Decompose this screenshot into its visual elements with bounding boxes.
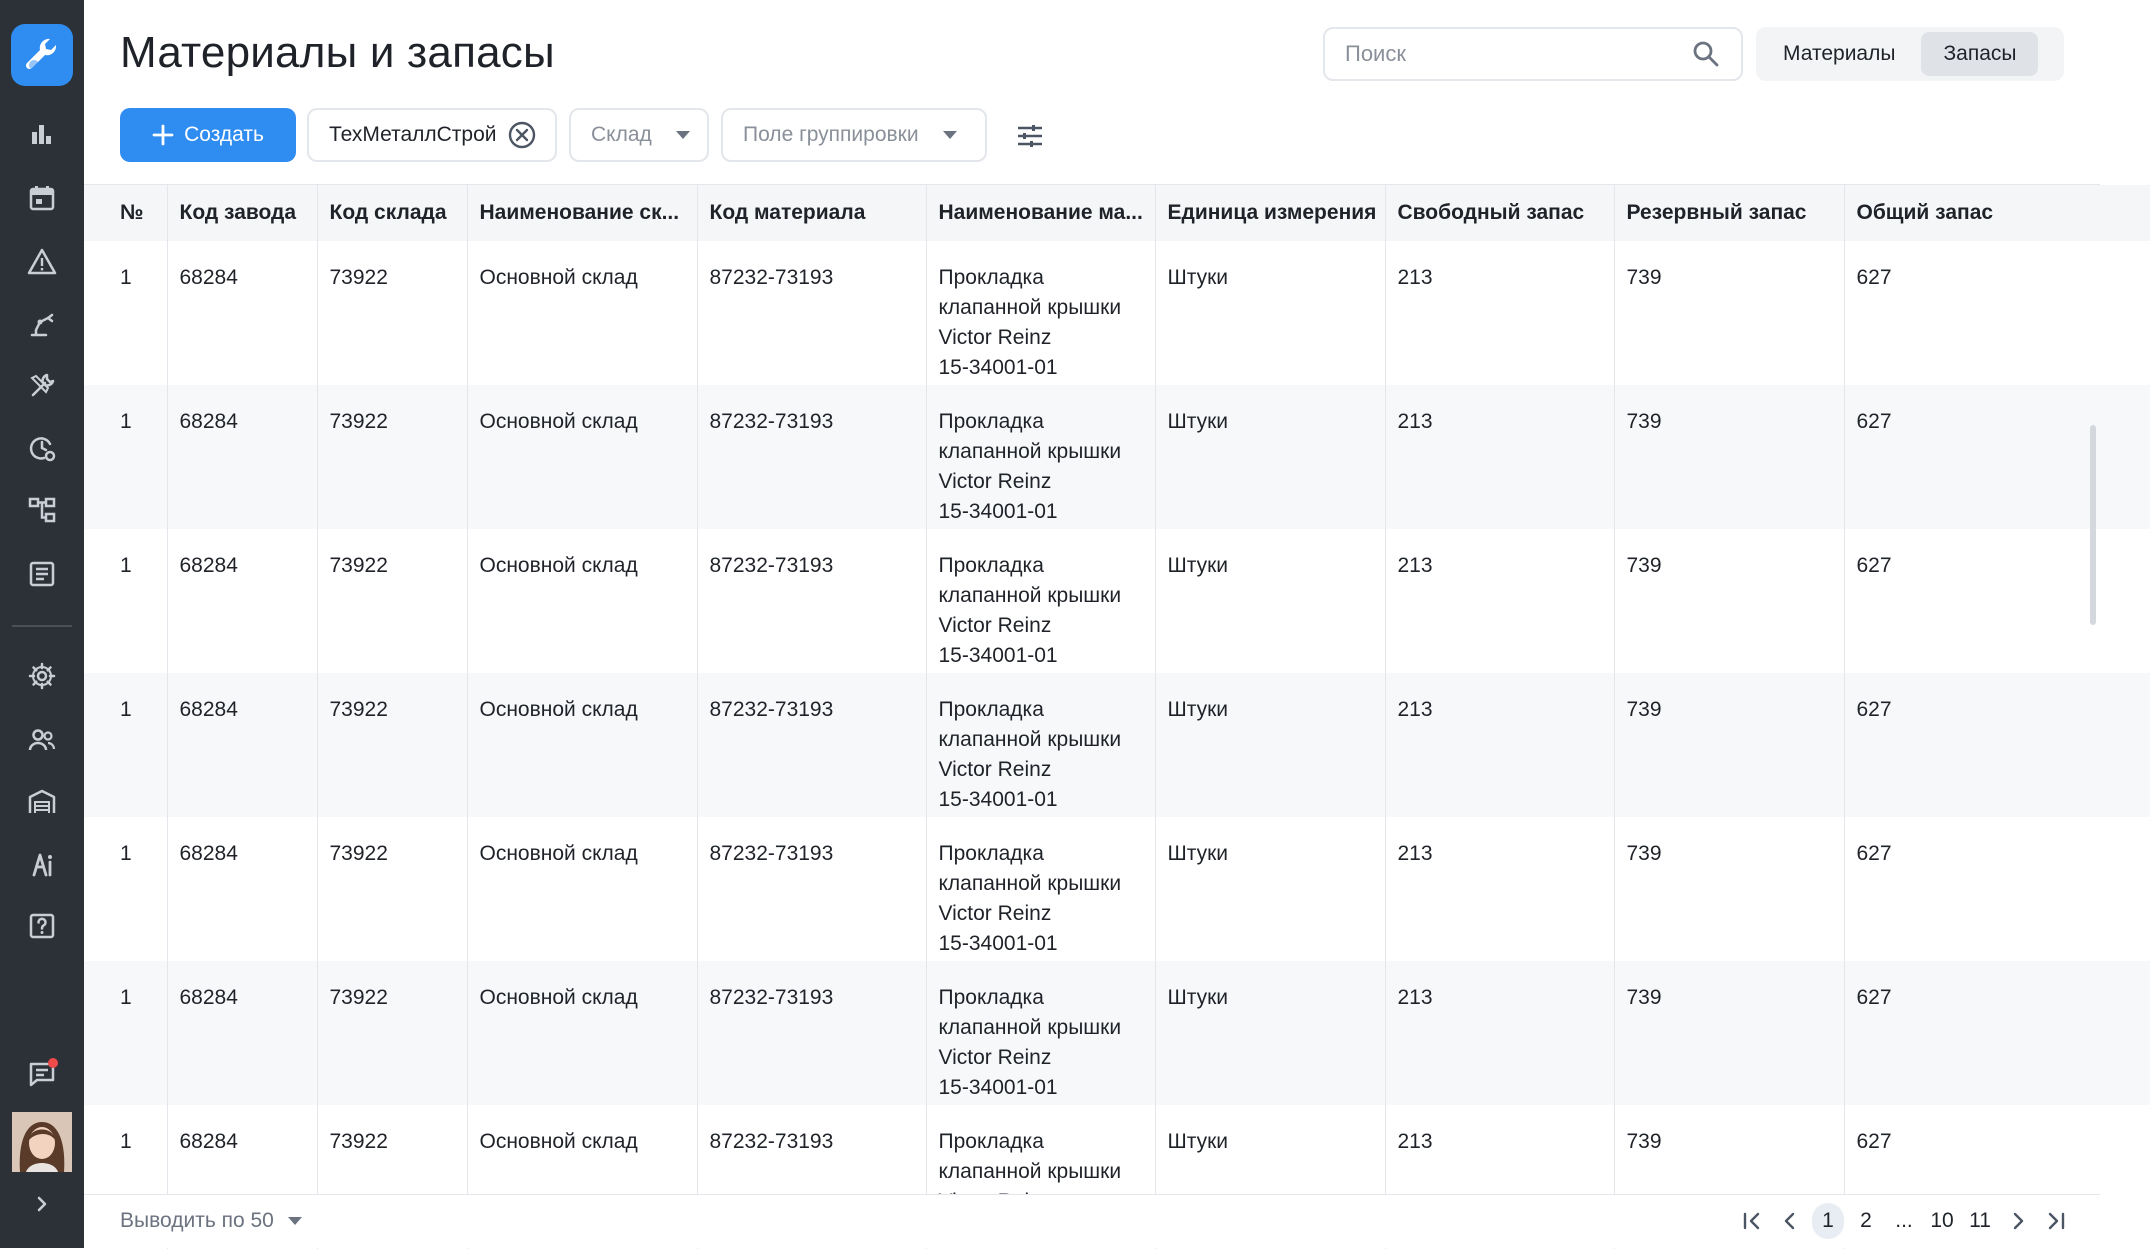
calendar-icon — [26, 182, 58, 214]
table-row[interactable] — [84, 673, 2150, 817]
warehouse-code-cell: 73922 — [317, 961, 467, 1105]
table-row[interactable] — [84, 817, 2150, 961]
search-icon[interactable] — [1691, 39, 1721, 69]
grouping-select-label: Поле группировки — [743, 123, 919, 146]
sidebar-item-alerts[interactable] — [18, 238, 66, 286]
plant-code-cell: 68284 — [167, 385, 317, 529]
warehouse-name-cell: Основной склад — [467, 529, 697, 673]
column-header[interactable]: Наименование ма... — [926, 185, 1155, 241]
unit-cell: Штуки — [1155, 673, 1385, 817]
material-code-cell: 87232-73193 — [697, 385, 926, 529]
warehouse-select[interactable] — [569, 108, 709, 162]
page-button-11[interactable]: 11 — [1969, 1209, 1991, 1232]
view-toggle — [1756, 27, 2064, 81]
sidebar-item-maintenance[interactable] — [18, 424, 66, 472]
sidebar-item-calendar[interactable] — [18, 174, 66, 222]
accessibility-icon — [26, 848, 58, 880]
material-name-line: 15-34001-01 — [938, 500, 1058, 523]
prev-page-button[interactable] — [1774, 1203, 1806, 1239]
material-name-line: клапанной крышки — [938, 1016, 1122, 1039]
plant-code-cell: 68284 — [167, 529, 317, 673]
unit-cell: Штуки — [1155, 385, 1385, 529]
page-title: Материалы и запасы — [120, 28, 555, 77]
pagination — [1736, 1203, 2072, 1239]
reserve-stock-cell: 739 — [1614, 673, 1844, 817]
create-button-label: Создать — [184, 123, 264, 146]
per-page-label: Выводить по 50 — [120, 1209, 274, 1232]
dashboard-icon — [26, 118, 58, 150]
warehouse-select-label: Склад — [591, 123, 652, 146]
total-stock-cell: 627 — [1856, 554, 1892, 577]
notification-dot — [48, 1058, 58, 1068]
warehouse-name-cell: Основной склад — [467, 385, 697, 529]
sidebar-expand-button[interactable] — [18, 1180, 66, 1228]
warehouse-name-cell: Основной склад — [467, 241, 697, 385]
tools-icon — [26, 370, 58, 402]
unit-cell: Штуки — [1155, 529, 1385, 673]
table-row[interactable] — [84, 961, 2150, 1105]
sidebar — [0, 0, 84, 1248]
sidebar-item-settings[interactable] — [18, 652, 66, 700]
first-page-icon — [1739, 1208, 1765, 1234]
plant-code-cell: 68284 — [167, 1105, 317, 1249]
chevron-down-icon — [943, 131, 957, 139]
row-number-cell: 1 — [84, 529, 167, 673]
sidebar-item-dashboard[interactable] — [18, 110, 66, 158]
page-button-10[interactable]: 10 — [1930, 1209, 1954, 1232]
reserve-stock-cell: 739 — [1614, 961, 1844, 1105]
material-name-line: Прокладка — [938, 986, 1044, 1009]
column-header[interactable]: Общий запас — [1844, 185, 2150, 241]
sidebar-item-structure[interactable] — [18, 486, 66, 534]
page-button-2[interactable]: 2 — [1860, 1209, 1872, 1232]
sidebar-item-equipment[interactable] — [18, 300, 66, 348]
hierarchy-icon — [26, 494, 58, 526]
plant-code-cell: 68284 — [167, 241, 317, 385]
material-code-cell: 87232-73193 — [697, 529, 926, 673]
sidebar-item-warehouse[interactable] — [18, 778, 66, 826]
material-name-line: клапанной крышки — [938, 440, 1122, 463]
warehouse-code-cell: 73922 — [317, 817, 467, 961]
row-number-cell: 1 — [84, 1105, 167, 1249]
total-stock-cell: 627 — [1856, 1130, 1892, 1153]
last-page-icon — [2043, 1208, 2069, 1234]
reserve-stock-cell: 739 — [1614, 817, 1844, 961]
plant-code-cell: 68284 — [167, 673, 317, 817]
material-name-line: Victor Reinz — [938, 470, 1052, 493]
sidebar-item-chat[interactable] — [18, 1050, 66, 1098]
material-code-cell: 87232-73193 — [697, 241, 926, 385]
last-page-button[interactable] — [2040, 1203, 2072, 1239]
chevron-right-icon — [26, 1188, 58, 1220]
material-code-cell: 87232-73193 — [697, 673, 926, 817]
material-name-cell — [926, 673, 1155, 817]
chevron-down-icon — [676, 131, 690, 139]
chevron-left-icon — [1777, 1208, 1803, 1234]
material-name-line: 15-34001-01 — [938, 932, 1058, 955]
material-name-cell — [926, 241, 1155, 385]
robot-arm-icon — [26, 308, 58, 340]
material-name-line: Victor Reinz — [938, 326, 1052, 349]
column-header[interactable]: Код материала — [697, 185, 926, 241]
search-input[interactable] — [1345, 41, 1691, 67]
material-name-line: 15-34001-01 — [938, 356, 1058, 379]
material-name-line: Прокладка — [938, 1130, 1044, 1153]
warehouse-icon — [26, 786, 58, 818]
material-code-cell: 87232-73193 — [697, 961, 926, 1105]
material-name-line: 15-34001-01 — [938, 788, 1058, 811]
free-stock-cell: 213 — [1385, 529, 1614, 673]
settings-icon — [26, 660, 58, 692]
table-row[interactable] — [84, 385, 2150, 529]
stock-table-container — [84, 184, 2100, 1194]
sidebar-item-users[interactable] — [18, 716, 66, 764]
grouping-select[interactable] — [721, 108, 987, 162]
material-code-cell: 87232-73193 — [697, 817, 926, 961]
material-name-line: клапанной крышки — [938, 728, 1122, 751]
stock-table — [84, 185, 2150, 1249]
reserve-stock-cell: 739 — [1614, 529, 1844, 673]
material-name-line: Прокладка — [938, 554, 1044, 577]
row-number-cell: 1 — [84, 961, 167, 1105]
column-settings-button[interactable] — [1010, 116, 1050, 156]
unit-cell: Штуки — [1155, 241, 1385, 385]
material-name-cell — [926, 385, 1155, 529]
free-stock-cell: 213 — [1385, 241, 1614, 385]
material-name-cell — [926, 961, 1155, 1105]
total-stock-cell: 627 — [1844, 385, 2150, 529]
sidebar-item-accessibility[interactable] — [18, 840, 66, 888]
search-box[interactable] — [1323, 27, 1743, 81]
material-name-cell — [926, 529, 1155, 673]
total-stock-cell: 627 — [1856, 842, 1892, 865]
warehouse-code-cell: 73922 — [317, 529, 467, 673]
sidebar-item-help[interactable] — [18, 902, 66, 950]
app-logo[interactable] — [11, 24, 73, 86]
table-footer — [84, 1194, 2100, 1248]
toggle-materials[interactable]: Материалы — [1783, 42, 1896, 65]
material-name-line: клапанной крышки — [938, 872, 1122, 895]
page-ellipsis: ... — [1895, 1209, 1913, 1232]
help-icon — [26, 910, 58, 942]
column-header[interactable]: Резервный запас — [1614, 185, 1844, 241]
sidebar-item-documents[interactable] — [18, 550, 66, 598]
free-stock-cell: 213 — [1385, 673, 1614, 817]
reserve-stock-cell: 739 — [1614, 1105, 1844, 1249]
sidebar-divider — [12, 625, 72, 627]
first-page-button[interactable] — [1736, 1203, 1768, 1239]
material-name-line: Прокладка — [938, 842, 1044, 865]
next-page-button[interactable] — [2002, 1203, 2034, 1239]
column-header[interactable]: № — [84, 185, 167, 241]
material-name-line: 15-34001-01 — [938, 644, 1058, 667]
material-name-line: клапанной крышки — [938, 584, 1122, 607]
warehouse-name-cell: Основной склад — [467, 673, 697, 817]
row-number-cell: 1 — [84, 817, 167, 961]
warehouse-name-cell: Основной склад — [467, 961, 697, 1105]
company-filter-chip[interactable] — [307, 108, 557, 162]
free-stock-cell: 213 — [1385, 385, 1614, 529]
plus-icon — [152, 124, 174, 146]
material-name-line: клапанной крышки — [938, 296, 1122, 319]
toggle-stocks[interactable]: Запасы — [1921, 32, 2038, 76]
free-stock-cell: 213 — [1385, 961, 1614, 1105]
wrench-logo-icon — [20, 33, 64, 77]
plant-code-cell: 68284 — [167, 961, 317, 1105]
per-page-select[interactable] — [120, 1209, 302, 1233]
column-header[interactable]: Наименование ск... — [467, 185, 697, 241]
maintenance-cycle-icon — [26, 432, 58, 464]
column-header[interactable]: Код завода — [167, 185, 317, 241]
material-name-line: Прокладка — [938, 410, 1044, 433]
free-stock-cell: 213 — [1385, 1105, 1614, 1249]
material-name-line: Прокладка — [938, 266, 1044, 289]
clear-circle-icon[interactable] — [507, 120, 537, 150]
create-button[interactable] — [120, 108, 296, 162]
warning-icon — [26, 246, 58, 278]
material-name-line: клапанной крышки — [938, 1160, 1122, 1183]
row-number-cell: 1 — [84, 241, 167, 385]
material-name-line: Victor Reinz — [938, 902, 1052, 925]
unit-cell: Штуки — [1155, 817, 1385, 961]
table-row[interactable] — [84, 241, 2150, 385]
warehouse-code-cell: 73922 — [317, 241, 467, 385]
reserve-stock-cell: 739 — [1614, 241, 1844, 385]
row-number-cell: 1 — [84, 673, 167, 817]
company-filter-label: ТехМеталлСтрой — [329, 123, 497, 146]
total-stock-cell: 627 — [1856, 266, 1892, 289]
table-row[interactable] — [84, 529, 2150, 673]
plant-code-cell: 68284 — [167, 817, 317, 961]
unit-cell: Штуки — [1155, 961, 1385, 1105]
free-stock-cell: 213 — [1385, 817, 1614, 961]
sidebar-item-repairs[interactable] — [18, 362, 66, 410]
material-code-cell: 87232-73193 — [697, 1105, 926, 1249]
material-name-line: 15-34001-01 — [938, 1076, 1058, 1099]
user-avatar[interactable] — [12, 1112, 72, 1172]
avatar-image — [12, 1112, 72, 1172]
material-name-cell — [926, 817, 1155, 961]
row-number-cell: 1 — [84, 385, 167, 529]
column-header[interactable]: Код склада — [317, 185, 467, 241]
chevron-right-icon — [2005, 1208, 2031, 1234]
material-name-line: Прокладка — [938, 698, 1044, 721]
table-scrollbar[interactable] — [2090, 425, 2096, 625]
chevron-down-icon — [288, 1217, 302, 1225]
table-header-row — [84, 185, 2150, 241]
warehouse-code-cell: 73922 — [317, 673, 467, 817]
unit-cell: Штуки — [1155, 1105, 1385, 1249]
users-icon — [26, 724, 58, 756]
warehouse-code-cell: 73922 — [317, 1105, 467, 1249]
sliders-icon — [1014, 120, 1046, 152]
material-name-line: Victor Reinz — [938, 1046, 1052, 1069]
warehouse-code-cell: 73922 — [317, 385, 467, 529]
total-stock-cell: 627 — [1844, 961, 2150, 1105]
material-name-line: Victor Reinz — [938, 614, 1052, 637]
document-list-icon — [26, 558, 58, 590]
material-name-line: Victor Reinz — [938, 758, 1052, 781]
warehouse-name-cell: Основной склад — [467, 817, 697, 961]
reserve-stock-cell: 739 — [1614, 385, 1844, 529]
column-header[interactable]: Единица измерения — [1155, 185, 1385, 241]
column-header[interactable]: Свободный запас — [1385, 185, 1614, 241]
total-stock-cell: 627 — [1844, 673, 2150, 817]
warehouse-name-cell: Основной склад — [467, 1105, 697, 1249]
page-button-1[interactable]: 1 — [1812, 1203, 1844, 1239]
